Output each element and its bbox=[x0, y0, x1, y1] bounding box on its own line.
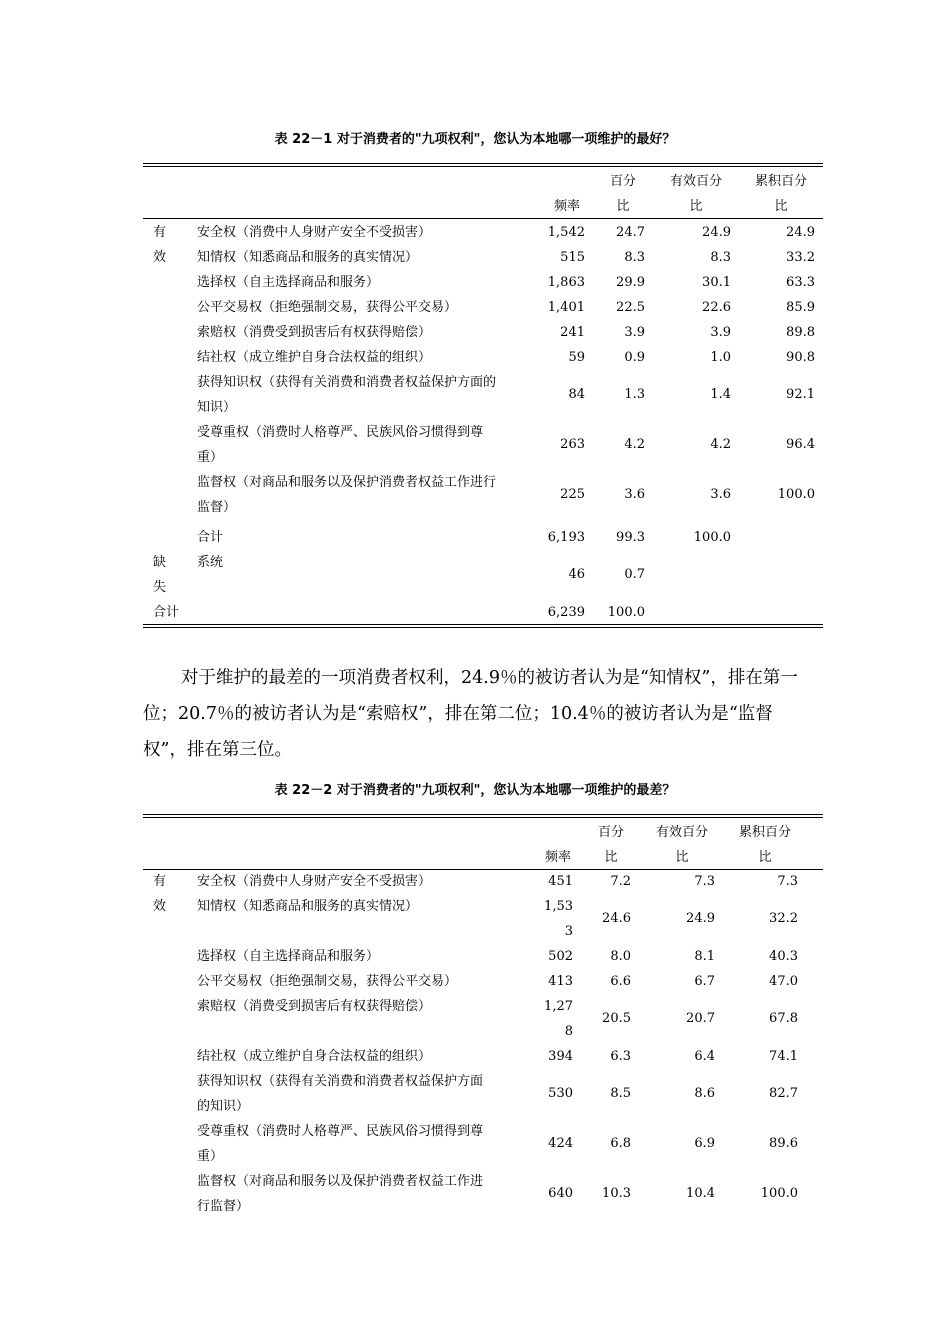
header-frequency: 频率 bbox=[554, 199, 581, 214]
subtotal-frequency: 6,193 bbox=[547, 530, 585, 545]
row-cumulative-percent: 89.6 bbox=[769, 1136, 798, 1151]
row-valid-percent: 24.9 bbox=[702, 225, 731, 240]
row-percent: 22.5 bbox=[616, 300, 645, 315]
row-percent: 20.5 bbox=[602, 1011, 631, 1026]
header-percent: 比 bbox=[604, 850, 618, 865]
header-percent: 比 bbox=[616, 199, 630, 214]
row-label: 公平交易权（拒绝强制交易，获得公平交易） bbox=[197, 300, 458, 315]
row-percent: 8.5 bbox=[610, 1086, 631, 1101]
subtotal-label: 合计 bbox=[197, 530, 224, 545]
row-frequency: 515 bbox=[560, 250, 585, 265]
row-valid-percent: 8.3 bbox=[710, 250, 731, 265]
group-label-valid: 有 bbox=[153, 225, 167, 240]
table1-bottom-rule bbox=[143, 624, 823, 628]
table2-caption: 表 22－2 对于消费者的"九项权利"，您认为本地哪一项维护的最差？ bbox=[274, 783, 676, 798]
header-cumulative-percent: 累积百分 bbox=[738, 825, 791, 840]
group-label-missing: 失 bbox=[153, 580, 167, 595]
row-label: 获得知识权（获得有关消费和消费者权益保护方面 bbox=[197, 1074, 484, 1089]
group-label-valid: 效 bbox=[153, 250, 167, 265]
row-label: 知情权（知悉商品和服务的真实情况） bbox=[197, 899, 419, 914]
row-cumulative-percent: 74.1 bbox=[769, 1049, 798, 1064]
row-cumulative-percent: 85.9 bbox=[786, 300, 815, 315]
header-valid-percent: 有效百分 bbox=[669, 174, 722, 189]
row-label-continued: 监督） bbox=[197, 500, 237, 515]
row-frequency: 1,53 bbox=[544, 899, 573, 914]
row-valid-percent: 3.6 bbox=[710, 487, 731, 502]
table1-caption: 表 22－1 对于消费者的"九项权利"，您认为本地哪一项维护的最好？ bbox=[274, 132, 676, 147]
row-frequency-continued: 3 bbox=[564, 924, 573, 939]
row-frequency: 84 bbox=[568, 387, 585, 402]
subtotal-valid-percent: 100.0 bbox=[693, 530, 731, 545]
row-label: 选择权（自主选择商品和服务） bbox=[197, 275, 380, 290]
row-percent: 0.9 bbox=[624, 350, 645, 365]
total-label: 合计 bbox=[153, 605, 180, 620]
table2 bbox=[143, 814, 823, 1224]
row-cumulative-percent: 7.3 bbox=[777, 874, 798, 889]
row-valid-percent: 6.4 bbox=[694, 1049, 715, 1064]
row-cumulative-percent: 89.8 bbox=[786, 325, 815, 340]
row-label: 索赔权（消费受到损害后有权获得赔偿） bbox=[197, 999, 432, 1014]
row-frequency: 502 bbox=[548, 949, 573, 964]
row-valid-percent: 24.9 bbox=[686, 911, 715, 926]
row-valid-percent: 4.2 bbox=[710, 437, 731, 452]
row-label: 监督权（对商品和服务以及保护消费者权益工作进 bbox=[197, 1174, 484, 1189]
row-cumulative-percent: 82.7 bbox=[769, 1086, 798, 1101]
row-cumulative-percent: 92.1 bbox=[786, 387, 815, 402]
row-cumulative-percent: 100.0 bbox=[760, 1186, 798, 1201]
header-valid-percent: 有效百分 bbox=[655, 825, 708, 840]
total-frequency: 6,239 bbox=[547, 605, 585, 620]
row-valid-percent: 7.3 bbox=[694, 874, 715, 889]
row-frequency: 451 bbox=[548, 874, 573, 889]
header-percent: 百分 bbox=[597, 825, 624, 840]
row-frequency-continued: 8 bbox=[564, 1024, 573, 1039]
row-frequency: 640 bbox=[548, 1186, 573, 1201]
row-label-continued: 的知识） bbox=[197, 1099, 250, 1114]
row-percent: 4.2 bbox=[624, 437, 645, 452]
row-label-continued: 知识） bbox=[197, 400, 237, 415]
row-percent: 3.6 bbox=[624, 487, 645, 502]
row-frequency: 394 bbox=[548, 1049, 573, 1064]
row-valid-percent: 1.4 bbox=[710, 387, 731, 402]
row-frequency: 530 bbox=[548, 1086, 573, 1101]
row-label: 受尊重权（消费时人格尊严、民族风俗习惯得到尊 bbox=[197, 425, 484, 440]
row-frequency: 413 bbox=[548, 974, 573, 989]
row-cumulative-percent: 33.2 bbox=[786, 250, 815, 265]
row-percent: 24.6 bbox=[602, 911, 631, 926]
row-percent: 29.9 bbox=[616, 275, 645, 290]
row-label: 索赔权（消费受到损害后有权获得赔偿） bbox=[197, 325, 432, 340]
row-percent: 8.0 bbox=[610, 949, 631, 964]
header-percent: 百分 bbox=[609, 174, 636, 189]
row-label: 安全权（消费中人身财产安全不受损害） bbox=[197, 225, 432, 240]
row-label-continued: 行监督） bbox=[197, 1199, 250, 1214]
row-cumulative-percent: 96.4 bbox=[786, 437, 815, 452]
missing-system-label: 系统 bbox=[197, 555, 224, 570]
row-valid-percent: 8.1 bbox=[694, 949, 715, 964]
header-cumulative-percent: 累积百分 bbox=[754, 174, 807, 189]
row-valid-percent: 10.4 bbox=[686, 1186, 715, 1201]
row-frequency: 1,27 bbox=[544, 999, 573, 1014]
row-label: 获得知识权（获得有关消费和消费者权益保护方面的 bbox=[197, 375, 497, 390]
row-frequency: 1,401 bbox=[547, 300, 585, 315]
row-cumulative-percent: 24.9 bbox=[786, 225, 815, 240]
row-valid-percent: 20.7 bbox=[686, 1011, 715, 1026]
row-label: 结社权（成立维护自身合法权益的组织） bbox=[197, 1049, 432, 1064]
row-percent: 1.3 bbox=[624, 387, 645, 402]
body-paragraph: 对于维护的最差的一项消费者权利，24.9％的被访者认为是“知情权”，排在第一位；20.7％的被访者认为是“索赔权”，排在第二位；10.4％的被访者认为是“监督权”，排在第三位。 bbox=[143, 668, 798, 760]
row-frequency: 59 bbox=[568, 350, 585, 365]
row-label: 监督权（对商品和服务以及保护消费者权益工作进行 bbox=[197, 475, 497, 490]
group-label-valid: 效 bbox=[153, 899, 167, 914]
row-percent: 24.7 bbox=[616, 225, 645, 240]
row-frequency: 225 bbox=[560, 487, 585, 502]
row-percent: 3.9 bbox=[624, 325, 645, 340]
missing-frequency: 46 bbox=[568, 567, 585, 582]
row-percent: 6.3 bbox=[610, 1049, 631, 1064]
row-percent: 6.8 bbox=[610, 1136, 631, 1151]
table2-top-rule bbox=[143, 814, 823, 818]
group-label-missing: 缺 bbox=[153, 555, 167, 570]
row-valid-percent: 22.6 bbox=[702, 300, 731, 315]
header-valid-percent: 比 bbox=[675, 850, 689, 865]
row-label: 结社权（成立维护自身合法权益的组织） bbox=[197, 350, 432, 365]
row-cumulative-percent: 67.8 bbox=[769, 1011, 798, 1026]
row-valid-percent: 1.0 bbox=[710, 350, 731, 365]
header-cumulative-percent: 比 bbox=[758, 850, 772, 865]
row-frequency: 424 bbox=[548, 1136, 573, 1151]
row-cumulative-percent: 32.2 bbox=[769, 911, 798, 926]
row-label-continued: 重） bbox=[197, 450, 224, 465]
table1-header-rule bbox=[143, 218, 823, 219]
row-cumulative-percent: 100.0 bbox=[777, 487, 815, 502]
row-valid-percent: 30.1 bbox=[702, 275, 731, 290]
row-label: 选择权（自主选择商品和服务） bbox=[197, 949, 380, 964]
subtotal-percent: 99.3 bbox=[616, 530, 645, 545]
row-frequency: 263 bbox=[560, 437, 585, 452]
row-cumulative-percent: 63.3 bbox=[786, 275, 815, 290]
row-label: 知情权（知悉商品和服务的真实情况） bbox=[197, 250, 419, 265]
row-percent: 7.2 bbox=[610, 874, 631, 889]
row-frequency: 1,542 bbox=[547, 225, 585, 240]
row-cumulative-percent: 47.0 bbox=[769, 974, 798, 989]
table1-top-rule bbox=[143, 163, 823, 167]
group-label-valid: 有 bbox=[153, 874, 167, 889]
row-label: 安全权（消费中人身财产安全不受损害） bbox=[197, 874, 432, 889]
row-valid-percent: 6.9 bbox=[694, 1136, 715, 1151]
missing-percent: 0.7 bbox=[624, 567, 645, 582]
row-cumulative-percent: 90.8 bbox=[786, 350, 815, 365]
header-frequency: 频率 bbox=[545, 850, 572, 865]
total-percent: 100.0 bbox=[607, 605, 645, 620]
row-percent: 8.3 bbox=[624, 250, 645, 265]
row-valid-percent: 3.9 bbox=[710, 325, 731, 340]
row-valid-percent: 8.6 bbox=[694, 1086, 715, 1101]
row-cumulative-percent: 40.3 bbox=[769, 949, 798, 964]
row-label: 受尊重权（消费时人格尊严、民族风俗习惯得到尊 bbox=[197, 1124, 484, 1139]
row-label-continued: 重） bbox=[197, 1149, 224, 1164]
row-percent: 10.3 bbox=[602, 1186, 631, 1201]
header-cumulative-percent: 比 bbox=[774, 199, 788, 214]
row-valid-percent: 6.7 bbox=[694, 974, 715, 989]
row-percent: 6.6 bbox=[610, 974, 631, 989]
row-frequency: 1,863 bbox=[547, 275, 585, 290]
row-label: 公平交易权（拒绝强制交易，获得公平交易） bbox=[197, 974, 458, 989]
row-frequency: 241 bbox=[560, 325, 585, 340]
table1 bbox=[143, 163, 823, 633]
header-valid-percent: 比 bbox=[689, 199, 703, 214]
